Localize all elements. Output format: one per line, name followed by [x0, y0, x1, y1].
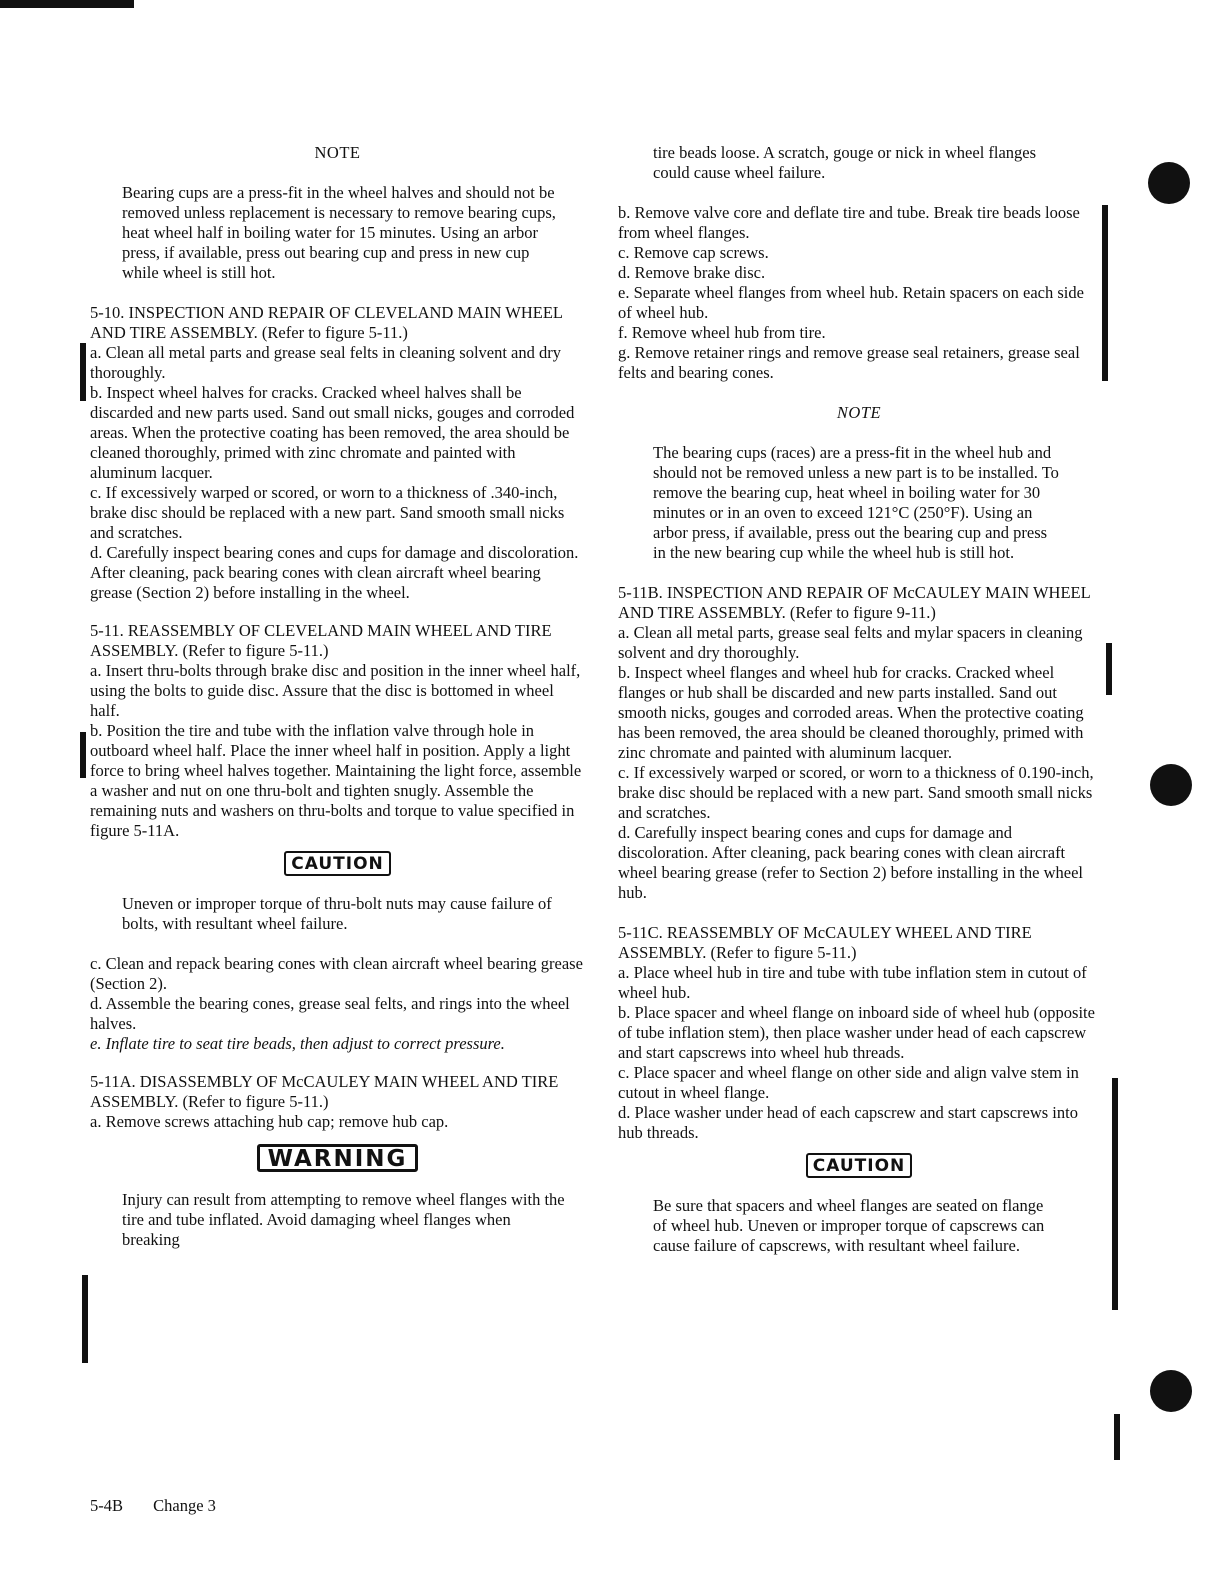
caution-box [618, 1153, 1100, 1178]
change-bar [1112, 1078, 1118, 1310]
caution-label: CAUTION [806, 1153, 913, 1178]
note-body [653, 443, 1060, 563]
note-text: Bearing cups are a press-fit in the wheel halves and should not be removed unless replacement is necessary to remove bearing cups, heat wheel half in boiling water for 15 minutes. Using an arbor press, if available, press out bearing cup and press in new cup while wheel is still hot. [122, 183, 556, 282]
caution-body [122, 894, 565, 934]
step-5-11A-e: e. Separate wheel flanges from wheel hub. Retain spacers on each side of wheel hub. [618, 283, 1084, 322]
change-bar [80, 343, 86, 401]
step-5-10-d: d. Carefully inspect bearing cones and cups for damage and discoloration. After cleaning, pack bearing cones with clean aircraft wheel bearing grease (Section 2) before installing in the wheel. [90, 543, 579, 602]
left-column [90, 143, 585, 1250]
page-footer [90, 1496, 242, 1516]
step-5-11B-d: d. Carefully inspect bearing cones and cups for damage and discoloration. After cleaning, pack bearing cones with clean aircraft wheel bearing grease (refer to Section 2) before installing in the wheel hub. [618, 823, 1084, 902]
step-5-11-d: d. Assemble the bearing cones, grease seal felts, and rings into the wheel halves. [90, 994, 570, 1033]
page-number: 5-4B [90, 1496, 123, 1515]
punch-hole [1148, 162, 1190, 204]
section-heading-5-10: 5-10. INSPECTION AND REPAIR OF CLEVELAND MAIN WHEEL AND TIRE ASSEMBLY. (Refer to figure 5-11.) [90, 303, 563, 342]
step-5-11A-c: c. Remove cap screws. [618, 243, 769, 262]
note-title: NOTE [836, 403, 882, 422]
step-5-11B-c: c. If excessively warped or scored, or worn to a thickness of 0.190-inch, brake disc should be replaced with a new part. Sand smooth small nicks and scratches. [618, 763, 1094, 822]
step-5-11-e: e. Inflate tire to seat tire beads, then adjust to correct pressure. [90, 1034, 505, 1053]
step-5-11C-d: d. Place washer under head of each capscrew and start capscrews into hub threads. [618, 1103, 1078, 1142]
caution-label: CAUTION [284, 851, 391, 876]
step-5-11B-a: a. Clean all metal parts, grease seal felts and mylar spacers in cleaning solvent and dry thoroughly. [618, 623, 1083, 662]
section-heading-5-11A: 5-11A. DISASSEMBLY OF McCAULEY MAIN WHEEL AND TIRE ASSEMBLY. (Refer to figure 5-11.) [90, 1072, 559, 1111]
warning-text: Injury can result from attempting to remove wheel flanges with the tire and tube inflated. Avoid damaging wheel flanges when breaking [122, 1190, 565, 1249]
warning-label: WARNING [257, 1144, 419, 1172]
punch-hole [1150, 1370, 1192, 1412]
step-5-11-c: c. Clean and repack bearing cones with clean aircraft wheel bearing grease (Section 2). [90, 954, 583, 993]
step-5-11C-a: a. Place wheel hub in tire and tube with tube inflation stem in cutout of wheel hub. [618, 963, 1087, 1002]
step-5-11C-c: c. Place spacer and wheel flange on other side and align valve stem in cutout in wheel flange. [618, 1063, 1079, 1102]
right-column [618, 143, 1100, 1256]
warning-continued [653, 143, 1060, 183]
step-5-10-b: b. Inspect wheel halves for cracks. Cracked wheel halves shall be discarded and new parts used. Sand out small nicks, gouges and corroded areas. When the protective coating has been removed, the area should be cleaned thoroughly, primed with zinc chromate and painted with aluminum lacquer. [90, 383, 575, 482]
warning-box [90, 1144, 585, 1172]
step-5-11A-a: a. Remove screws attaching hub cap; remove hub cap. [90, 1112, 449, 1131]
note-text: The bearing cups (races) are a press-fit in the wheel hub and should not be removed unless a new part is to be installed. To remove the bearing cup, heat wheel in boiling water for 30 minutes or in an oven to exceed 121°C (250°F). Using an arbor press, if available, press out the bearing cup and press in the new bearing cup while the wheel hub is still hot. [653, 443, 1059, 562]
warning-body [122, 1190, 565, 1250]
step-5-11A-b: b. Remove valve core and deflate tire and tube. Break tire beads loose from wheel flanges. [618, 203, 1080, 242]
step-5-10-c: c. If excessively warped or scored, or worn to a thickness of .340-inch, brake disc should be replaced with a new part. Sand smooth small nicks and scratches. [90, 483, 565, 542]
change-bar [82, 1275, 88, 1363]
change-label: Change 3 [153, 1496, 216, 1515]
caution-text: Be sure that spacers and wheel flanges are seated on flange of wheel hub. Uneven or improper torque of capscrews can cause failure of capscrews, with resultant wheel failure. [653, 1196, 1045, 1255]
step-5-11A-g: g. Remove retainer rings and remove grease seal retainers, grease seal felts and bearing cones. [618, 343, 1080, 382]
section-heading-5-11B: 5-11B. INSPECTION AND REPAIR OF McCAULEY MAIN WHEEL AND TIRE ASSEMBLY. (Refer to figure 9-11.) [618, 583, 1091, 622]
change-bar [1106, 643, 1112, 695]
change-bar [1114, 1414, 1120, 1460]
step-5-11B-b: b. Inspect wheel flanges and wheel hub for cracks. Cracked wheel flanges or hub shall be discarded and new parts installed. Sand out smooth nicks, gouges and corroded areas. When the protective coating has been removed, the area should be cleaned thoroughly, primed with zinc chromate and painted with aluminum lacquer. [618, 663, 1084, 762]
section-heading-5-11: 5-11. REASSEMBLY OF CLEVELAND MAIN WHEEL AND TIRE ASSEMBLY. (Refer to figure 5-11.) [90, 621, 552, 660]
section-heading-5-11C: 5-11C. REASSEMBLY OF McCAULEY WHEEL AND TIRE ASSEMBLY. (Refer to figure 5-11.) [618, 923, 1032, 962]
caution-text: Uneven or improper torque of thru-bolt nuts may cause failure of bolts, with resultant wheel failure. [122, 894, 552, 933]
step-5-11A-f: f. Remove wheel hub from tire. [618, 323, 826, 342]
step-5-11-b: b. Position the tire and tube with the inflation valve through hole in outboard wheel half. Place the inner wheel half in position. Apply a light force to bring wheel halves together. Maintaining the light force, assemble a washer and nut on one thru-bolt and tighten snugly. Assemble the remaining nuts and washers on thru-bolts and torque to value specified in figure 5-11A. [90, 721, 582, 840]
caution-box [90, 851, 585, 876]
step-5-10-a: a. Clean all metal parts and grease seal felts in cleaning solvent and dry thoroughly. [90, 343, 561, 382]
note-title: NOTE [314, 143, 361, 162]
step-5-11-a: a. Insert thru-bolts through brake disc and position in the inner wheel half, using the bolts to guide disc. Assure that the disc is bottomed in wheel half. [90, 661, 581, 720]
change-bar [1102, 205, 1108, 381]
step-5-11C-b: b. Place spacer and wheel flange on inboard side of wheel hub (opposite of tube inflation stem), then place washer under head of each capscrew and start capscrews into wheel hub threads. [618, 1003, 1095, 1062]
step-5-11A-d: d. Remove brake disc. [618, 263, 766, 282]
punch-hole [1150, 764, 1192, 806]
note-body [122, 183, 565, 283]
caution-body [653, 1196, 1060, 1256]
scan-edge-mark [0, 0, 134, 8]
warning-text-continued: tire beads loose. A scratch, gouge or nick in wheel flanges could cause wheel failure. [653, 143, 1037, 182]
change-bar [80, 732, 86, 778]
